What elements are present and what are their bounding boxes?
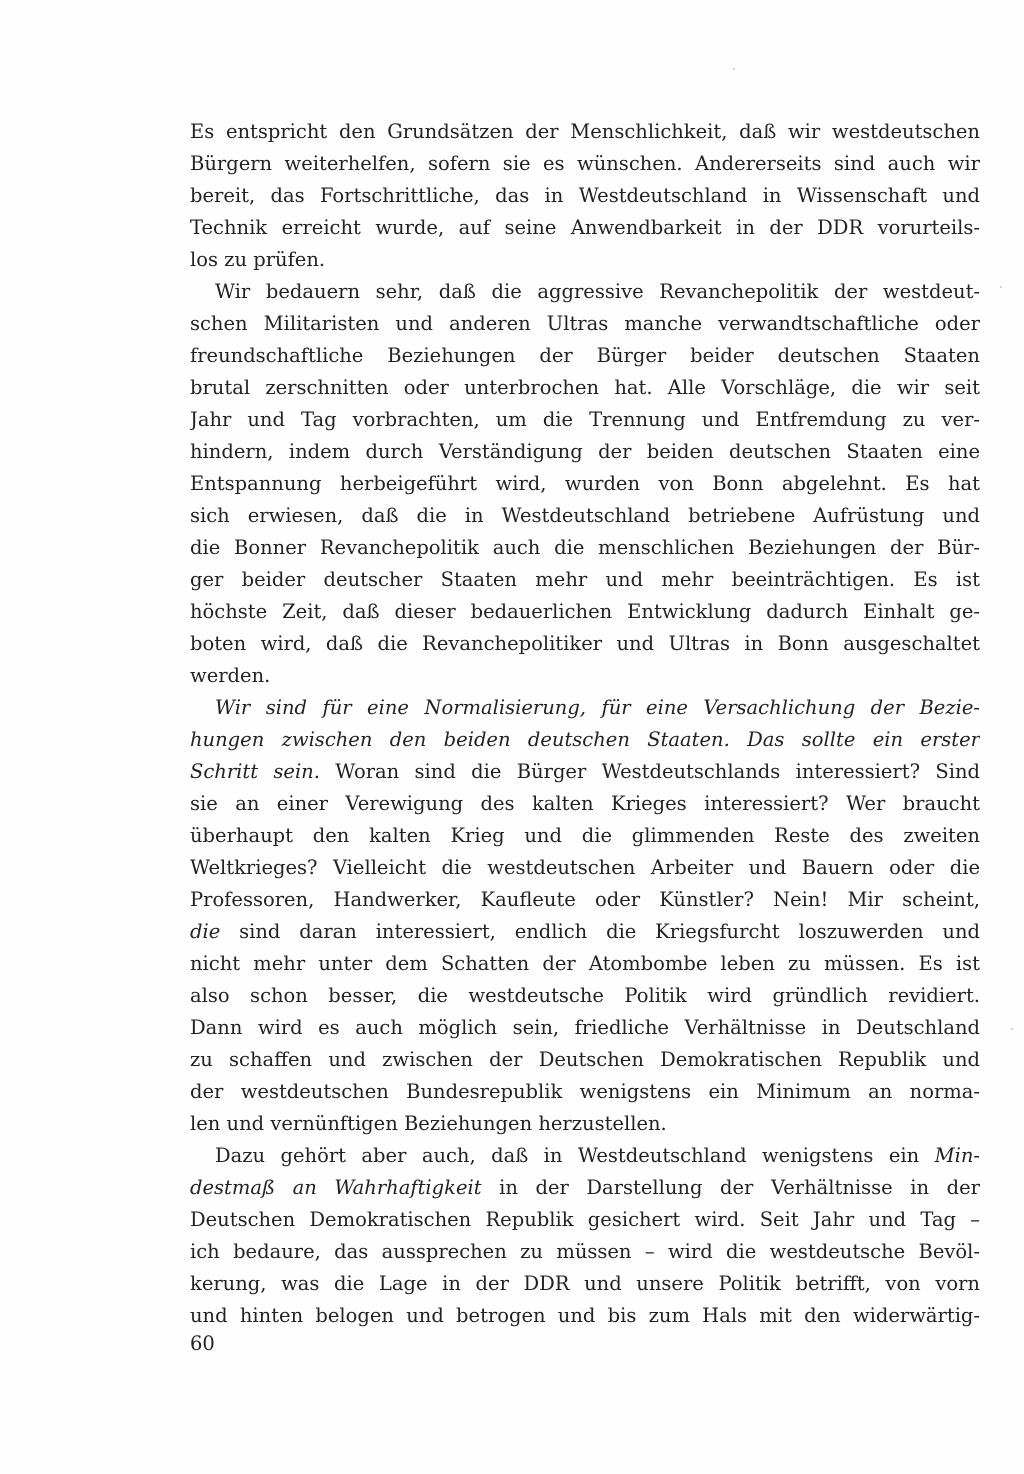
- text-segment: kerung, was die Lage in der DDR und unsere Politik betrifft, von vorn: [190, 1272, 980, 1295]
- text-segment: Professoren, Handwerker, Kaufleute oder Künstler? Nein! Mir scheint,: [190, 888, 980, 911]
- text-line: [190, 500, 980, 532]
- italic-segment: die: [190, 920, 221, 943]
- text-line: [190, 916, 980, 948]
- text-segment: also schon besser, die westdeutsche Politik wird gründlich revidiert.: [190, 984, 980, 1007]
- text-segment: Wir bedauern sehr, daß die aggressive Revanchepolitik der westdeut-: [215, 280, 980, 303]
- text-segment: und hinten belogen und betrogen und bis zum Hals mit den widerwärtig-: [190, 1304, 980, 1327]
- text-segment: in der Darstellung der Verhältnisse in der: [481, 1176, 980, 1199]
- text-segment: Deutschen Demokratischen Republik gesichert wird. Seit Jahr und Tag –: [190, 1208, 980, 1231]
- text-line: [190, 404, 980, 436]
- text-segment: werden.: [190, 664, 271, 687]
- text-segment: höchste Zeit, daß dieser bedauerlichen Entwicklung dadurch Einhalt ge-: [190, 600, 980, 623]
- text-segment: nicht mehr unter dem Schatten der Atombombe leben zu müssen. Es ist: [190, 952, 980, 975]
- text-line: [190, 1236, 980, 1268]
- text-segment: brutal zerschnitten oder unterbrochen hat. Alle Vorschläge, die wir seit: [190, 376, 980, 399]
- text-line: [190, 180, 980, 212]
- text-line: [190, 1140, 980, 1172]
- text-segment: Woran sind die Bürger Westdeutschlands interessiert? Sind: [319, 760, 980, 783]
- text-segment: Es entspricht den Grundsätzen der Menschlichkeit, daß wir westdeutschen: [190, 120, 980, 143]
- italic-segment: hungen zwischen den beiden deutschen Staaten. Das sollte ein erster: [190, 728, 980, 751]
- text-segment: schen Militaristen und anderen Ultras manche verwandtschaftliche oder: [190, 312, 980, 335]
- text-segment: überhaupt den kalten Krieg und die glimmenden Reste des zweiten: [190, 824, 980, 847]
- text-line: [190, 1012, 980, 1044]
- page-number: 60: [190, 1332, 215, 1355]
- text-line: [190, 564, 980, 596]
- text-segment: sind daran interessiert, endlich die Kriegsfurcht loszuwerden und: [220, 920, 980, 943]
- text-line: [190, 244, 980, 276]
- text-line: [190, 724, 980, 756]
- text-line: [190, 628, 980, 660]
- text-line: [190, 852, 980, 884]
- italic-segment: Wir sind für eine Normalisierung, für eine Versachlichung der Bezie-: [215, 696, 980, 719]
- text-segment: die Bonner Revanchepolitik auch die menschlichen Beziehungen der Bür-: [190, 536, 980, 559]
- text-line: [190, 1044, 980, 1076]
- text-segment: freundschaftliche Beziehungen der Bürger beider deutschen Staaten: [190, 344, 980, 367]
- text-line: [190, 340, 980, 372]
- text-segment: Bürgern weiterhelfen, sofern sie es wünschen. Andererseits sind auch wir: [190, 152, 980, 175]
- text-segment: Entspannung herbeigeführt wird, wurden von Bonn abgelehnt. Es hat: [190, 472, 980, 495]
- text-segment: sich erwiesen, daß die in Westdeutschland betriebene Aufrüstung und: [190, 504, 980, 527]
- text-line: [190, 948, 980, 980]
- italic-segment: Min-: [934, 1144, 980, 1167]
- text-line: [190, 756, 980, 788]
- italic-segment: destmaß an Wahrhaftigkeit: [190, 1176, 482, 1199]
- text-segment: Weltkrieges? Vielleicht die westdeutschen Arbeiter und Bauern oder die: [190, 856, 980, 879]
- text-line: [190, 1076, 980, 1108]
- text-line: [190, 1108, 980, 1140]
- text-line: [190, 660, 980, 692]
- text-segment: ger beider deutscher Staaten mehr und mehr beeinträchtigen. Es ist: [190, 568, 980, 591]
- paper-speck: [1011, 1028, 1013, 1030]
- text-line: [190, 212, 980, 244]
- text-line: [190, 1268, 980, 1300]
- text-segment: hindern, indem durch Verständigung der beiden deutschen Staaten eine: [190, 440, 980, 463]
- paper-speck: [1000, 286, 1002, 288]
- text-line: [190, 308, 980, 340]
- text-segment: Jahr und Tag vorbrachten, um die Trennung und Entfremdung zu ver-: [190, 408, 980, 431]
- text-line: [190, 468, 980, 500]
- text-segment: los zu prüfen.: [190, 248, 326, 271]
- italic-segment: Schritt sein.: [190, 760, 320, 783]
- text-line: [190, 116, 980, 148]
- text-line: [190, 436, 980, 468]
- text-segment: sie an einer Verewigung des kalten Krieges interessiert? Wer braucht: [190, 792, 980, 815]
- text-line: [190, 980, 980, 1012]
- text-segment: boten wird, daß die Revanchepolitiker und Ultras in Bonn ausgeschaltet: [190, 632, 980, 655]
- text-segment: len und vernünftigen Beziehungen herzustellen.: [190, 1112, 667, 1135]
- text-line: [190, 596, 980, 628]
- paper-speck: [733, 68, 735, 70]
- body-text: [190, 116, 980, 1332]
- text-line: [190, 1172, 980, 1204]
- text-segment: Dann wird es auch möglich sein, friedliche Verhältnisse in Deutschland: [190, 1016, 980, 1039]
- text-line: [190, 692, 980, 724]
- text-line: [190, 148, 980, 180]
- text-line: [190, 276, 980, 308]
- text-line: [190, 788, 980, 820]
- text-segment: zu schaffen und zwischen der Deutschen Demokratischen Republik und: [190, 1048, 980, 1071]
- text-line: [190, 1300, 980, 1332]
- text-segment: Dazu gehört aber auch, daß in Westdeutschland wenigstens ein: [215, 1144, 935, 1167]
- text-segment: Technik erreicht wurde, auf seine Anwendbarkeit in der DDR vorurteils-: [190, 216, 980, 239]
- text-line: [190, 1204, 980, 1236]
- text-line: [190, 884, 980, 916]
- text-line: [190, 372, 980, 404]
- text-segment: der westdeutschen Bundesrepublik wenigstens ein Minimum an norma-: [190, 1080, 980, 1103]
- text-segment: ich bedaure, das aussprechen zu müssen – wird die westdeutsche Bevöl-: [190, 1240, 980, 1263]
- text-line: [190, 820, 980, 852]
- text-line: [190, 532, 980, 564]
- text-segment: bereit, das Fortschrittliche, das in Westdeutschland in Wissenschaft und: [190, 184, 980, 207]
